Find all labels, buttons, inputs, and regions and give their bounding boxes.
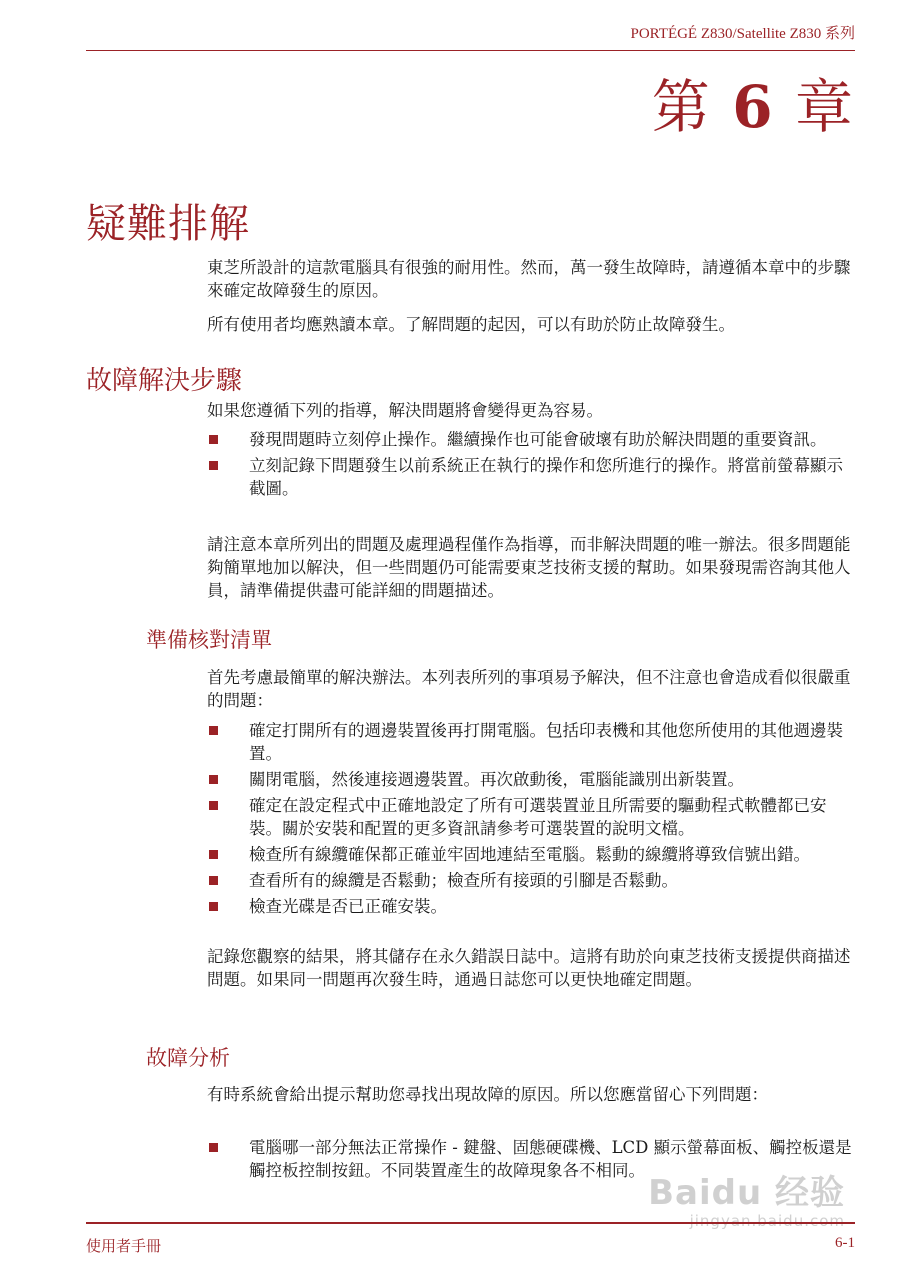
bullet-square-icon	[209, 775, 218, 784]
bullet-square-icon	[209, 876, 218, 885]
list-item	[207, 869, 859, 892]
bullet-square-icon	[209, 1143, 218, 1152]
list-item-text: 檢查所有線纜確保都正確並牢固地連結至電腦。鬆動的線纜將導致信號出錯。	[249, 845, 810, 864]
list-item	[207, 719, 859, 765]
section1-lead: 如果您遵循下列的指導，解決問題將會變得更為容易。	[207, 401, 603, 420]
bullet-square-icon	[209, 902, 218, 911]
chapter-suffix: 章	[794, 73, 855, 141]
intro-paragraph-1: 東芝所設計的這款電腦具有很強的耐用性。然而，萬一發生故障時，請遵循本章中的步驟來確定故障發生的原因。	[207, 258, 851, 300]
checklist-bullet-list	[207, 719, 859, 921]
section1-note: 請注意本章所列出的問題及處理過程僅作為指導，而非解決問題的唯一辦法。很多問題能夠簡單地加以解決，但一些問題仍可能需要東芝技術支援的幫助。如果發現需咨詢其他人員，請準備提供盡可能詳細的問題描述。	[207, 535, 851, 600]
header-rule	[86, 50, 855, 51]
baidu-watermark	[648, 1165, 845, 1230]
bullet-square-icon	[209, 726, 218, 735]
watermark-url: jingyan.baidu.com	[689, 1212, 845, 1230]
section-heading-analysis: 故障分析	[146, 1046, 230, 1070]
list-item-text: 發現問題時立刻停止操作。繼續操作也可能會破壞有助於解決問題的重要資訊。	[249, 430, 827, 449]
section1-bullet-list	[207, 428, 859, 503]
header-product-title: PORTÉGÉ Z830/Satellite Z830 系列	[630, 26, 855, 42]
list-item-text: 確定打開所有的週邊裝置後再打開電腦。包括印表機和其他您所使用的其他週邊裝置。	[249, 721, 843, 763]
analysis-lead: 有時系統會給出提示幫助您尋找出現故障的原因。所以您應當留心下列問題：	[207, 1085, 768, 1104]
list-item-text: 立刻記錄下問題發生以前系統正在執行的操作和您所進行的操作。將當前螢幕顯示截圖。	[249, 456, 843, 498]
bullet-square-icon	[209, 850, 218, 859]
watermark-brand: Baidu 经验	[648, 1173, 845, 1213]
intro-paragraph-2: 所有使用者均應熟讀本章。了解問題的起因，可以有助於防止故障發生。	[207, 315, 735, 334]
bullet-square-icon	[209, 801, 218, 810]
list-item	[207, 794, 859, 840]
checklist-note: 記錄您觀察的結果，將其儲存在永久錯誤日誌中。這將有助於向東芝技術支援提供商描述問題。如果同一問題再次發生時，通過日誌您可以更快地確定問題。	[207, 947, 851, 989]
footer-rule	[86, 1222, 855, 1224]
bullet-square-icon	[209, 435, 218, 444]
list-item	[207, 895, 859, 918]
list-item-text: 關閉電腦，然後連接週邊裝置。再次啟動後，電腦能識別出新裝置。	[249, 770, 744, 789]
page-title: 疑難排解	[86, 201, 250, 247]
list-item-text: 電腦哪一部分無法正常操作 - 鍵盤、固態硬碟機、LCD 顯示螢幕面板、觸控板還是觸控板控制按鈕。不同裝置產生的故障現象各不相同。	[249, 1138, 852, 1180]
list-item	[207, 768, 859, 791]
list-item	[207, 454, 859, 500]
list-item-text: 查看所有的線纜是否鬆動；檢查所有接頭的引腳是否鬆動。	[249, 871, 678, 890]
chapter-label	[652, 60, 855, 144]
section-heading-troubleshooting-steps: 故障解決步驟	[86, 366, 243, 396]
bullet-square-icon	[209, 461, 218, 470]
chapter-prefix: 第	[651, 73, 712, 141]
list-item	[207, 843, 859, 866]
list-item	[207, 428, 859, 451]
section-heading-checklist: 準備核對清單	[146, 628, 272, 652]
list-item-text: 檢查光碟是否已正確安裝。	[249, 897, 447, 916]
checklist-lead: 首先考慮最簡單的解決辦法。本列表所列的事項易予解決，但不注意也會造成看似很嚴重的問題：	[207, 668, 851, 710]
footer-manual-label: 使用者手冊	[86, 1237, 162, 1255]
footer-page-number: 6-1	[835, 1235, 855, 1251]
list-item-text: 確定在設定程式中正確地設定了所有可選裝置並且所需要的驅動程式軟體都已安裝。關於安裝和配置的更多資訊請參考可選裝置的說明文檔。	[249, 796, 827, 838]
chapter-number: 6	[732, 73, 775, 141]
